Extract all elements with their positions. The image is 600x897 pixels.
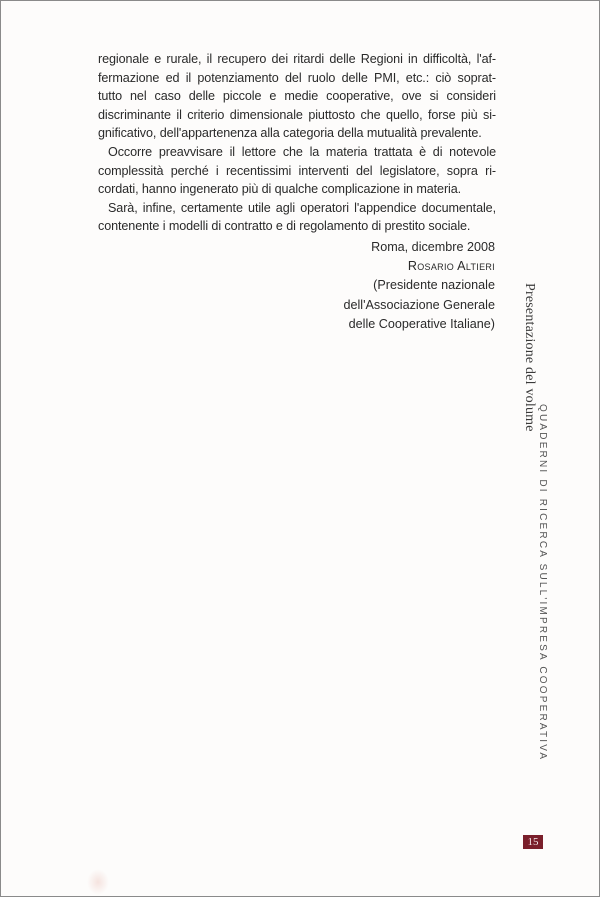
text-line: complessità perché i recentissimi interventi del legislatore, sopra ri- [98,163,496,178]
text-line: cordati, hanno ingenerato più di qualche complicazione in materia. [98,182,462,197]
section-title: Presentazione del volume [522,283,537,432]
author-name: Rosario Altieri [407,259,495,274]
text-line: gnificativo, dell'appartenenza alla categoria della mutualità prevalente. [98,126,482,141]
author-role-line: (Presidente nazionale [373,278,495,293]
place-date: Roma, dicembre 2008 [371,240,495,254]
paper-smudge [87,869,109,895]
author-role-line: delle Cooperative Italiane) [348,316,495,331]
body-text [98,50,496,236]
series-title: QUADERNI DI RICERCA SULL'IMPRESA COOPERATIVA [537,404,548,762]
author-role-line: dell'Associazione Generale [343,297,495,312]
signature-block [343,238,495,334]
text-line: contenente i modelli di contratto e di regolamento di prestito sociale. [98,219,471,234]
text-line: discriminante il criterio dimensionale piuttosto che quello, forse più si- [98,107,496,122]
text-line: Occorre preavvisare il lettore che la materia trattata è di notevole [108,144,496,159]
text-line: tutto nel caso delle piccole e medie cooperative, ove si consideri [98,89,496,104]
text-line: regionale e rurale, il recupero dei ritardi delle Regioni in difficoltà, l'af- [98,52,496,66]
text-line: fermazione ed il potenziamento del ruolo delle PMI, etc.: ciò soprat- [98,70,496,85]
page-number: 15 [523,835,543,849]
text-line: Sarà, infine, certamente utile agli operatori l'appendice documentale, [108,200,496,215]
